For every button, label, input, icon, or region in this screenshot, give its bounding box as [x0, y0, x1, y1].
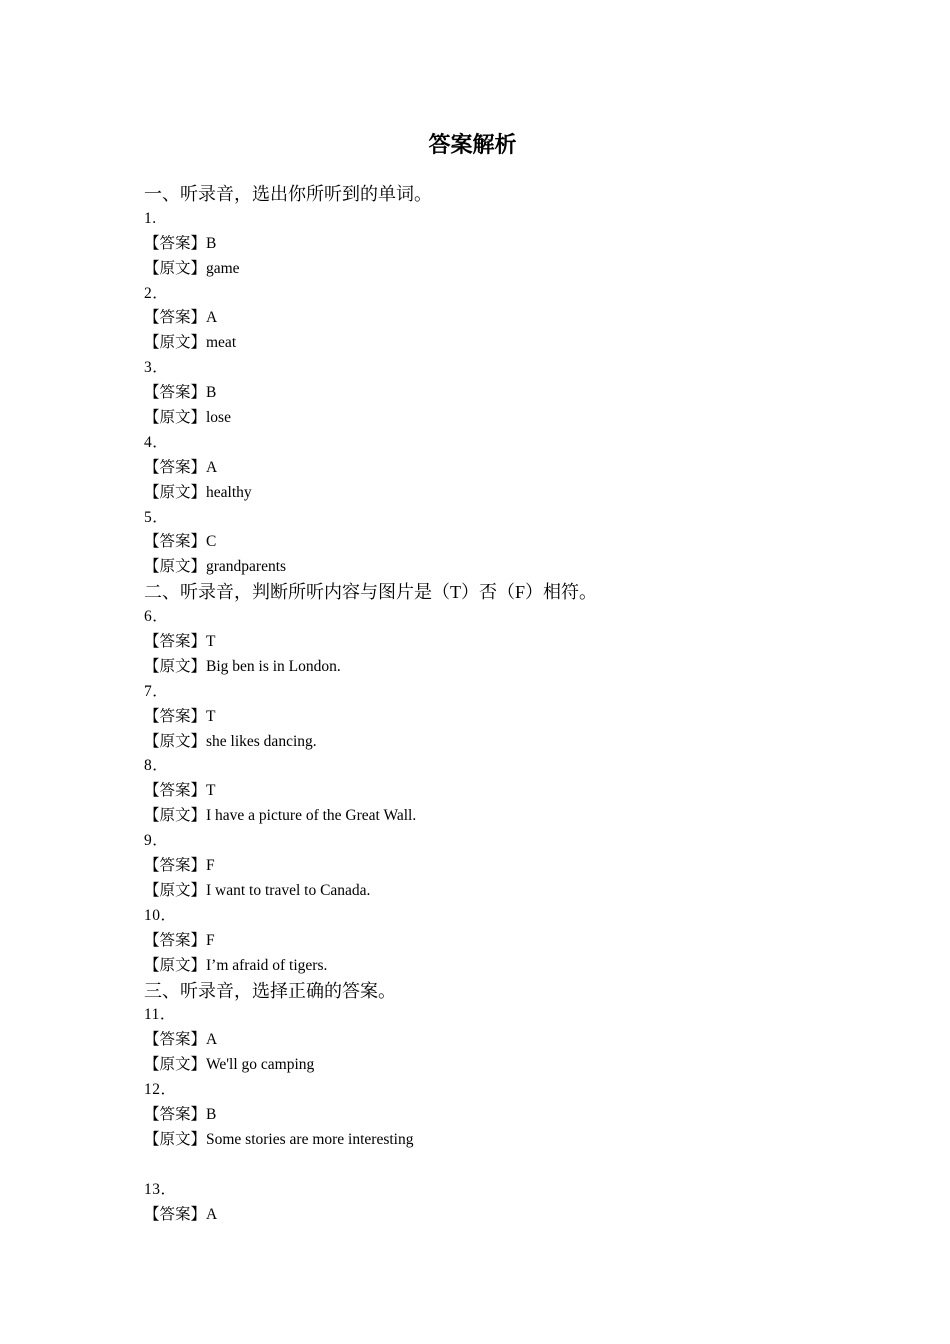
question-number: 5．	[144, 508, 169, 526]
source-text-line: 【原文】healthy	[144, 483, 252, 501]
source-text-line: 【原文】I’m afraid of tigers.	[144, 956, 328, 974]
question-number: 3．	[144, 359, 169, 377]
source-text-line: 【原文】I have a picture of the Great Wall.	[144, 807, 417, 825]
section-heading: 一、听录音，选出你所听到的单词。	[144, 184, 432, 204]
source-text-line: 【原文】We'll go camping	[144, 1056, 315, 1074]
section-heading: 二、听录音，判断所听内容与图片是（T）否（F）相符。	[144, 582, 598, 603]
source-text-line: 【原文】grandparents	[144, 558, 287, 576]
answer-line: 【答案】T	[144, 633, 216, 651]
answer-line: 【答案】A	[144, 458, 218, 476]
question-number: 6．	[144, 608, 169, 626]
answer-line: 【答案】A	[144, 309, 218, 327]
source-text-line: 【原文】lose	[144, 409, 231, 427]
answer-line: 【答案】F	[144, 857, 215, 875]
answer-line: 【答案】T	[144, 782, 216, 800]
answer-line: 【答案】B	[144, 1105, 217, 1123]
answer-line: 【答案】F	[144, 931, 215, 949]
source-text-line: 【原文】game	[144, 259, 240, 277]
answer-line: 【答案】B	[144, 384, 217, 402]
question-number: 10．	[144, 906, 177, 924]
source-text-line: 【原文】I want to travel to Canada.	[144, 881, 371, 899]
source-text-line: 【原文】she likes dancing.	[144, 732, 317, 750]
source-text-line: 【原文】meat	[144, 334, 237, 352]
question-number: 1.	[144, 209, 157, 227]
answer-line: 【答案】T	[144, 707, 216, 725]
question-number: 13．	[144, 1180, 177, 1198]
answer-line: 【答案】A	[144, 1205, 218, 1223]
question-number: 9．	[144, 832, 169, 850]
answer-line: 【答案】C	[144, 533, 217, 551]
blank-line	[144, 1153, 864, 1178]
answer-line: 【答案】A	[144, 1031, 218, 1049]
answer-line: 【答案】B	[144, 234, 217, 252]
question-number: 2．	[144, 284, 169, 302]
source-text-line: 【原文】Big ben is in London.	[144, 657, 341, 675]
source-text-line: 【原文】Some stories are more interesting	[144, 1130, 414, 1148]
section-heading: 三、听录音，选择正确的答案。	[144, 980, 396, 1001]
question-number: 4．	[144, 433, 169, 451]
question-number: 11．	[144, 1006, 176, 1024]
answer-list	[144, 182, 864, 1227]
page-title: 答案解析	[428, 132, 517, 157]
question-number: 12．	[144, 1081, 177, 1099]
question-number: 8．	[144, 757, 169, 775]
question-number: 7．	[144, 682, 169, 700]
